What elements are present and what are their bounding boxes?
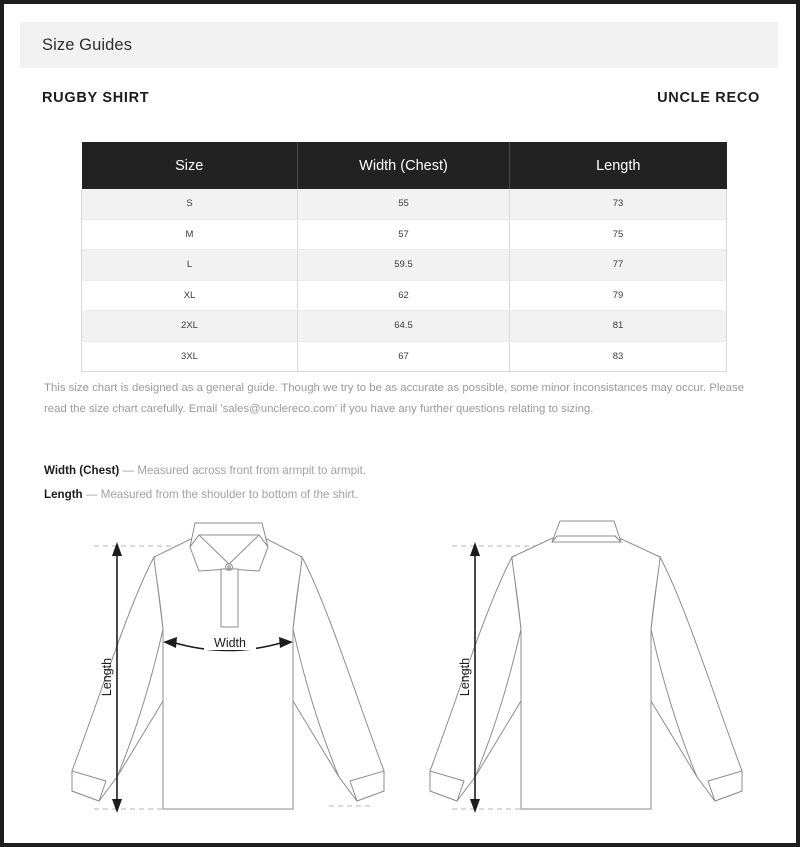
cell-size: L: [82, 250, 298, 281]
measurement-definitions: [44, 459, 744, 507]
column-header-length: Length: [510, 142, 727, 189]
collar: [552, 536, 621, 542]
arrowhead-down: [470, 799, 480, 813]
page-inner: [4, 4, 796, 843]
shirt-body: [512, 536, 660, 809]
table-row: [82, 219, 727, 250]
arrowhead-up: [470, 542, 480, 556]
table-row: [82, 341, 727, 372]
cell-length: 77: [510, 250, 727, 281]
cell-width: 57: [298, 219, 510, 250]
table-head: [82, 142, 727, 189]
cell-size: S: [82, 189, 298, 219]
arrowhead-up: [112, 542, 122, 556]
table-row: [82, 280, 727, 311]
cell-size: XL: [82, 280, 298, 311]
brand-name: UNCLE RECO: [657, 90, 760, 106]
length-label-back: Length: [458, 657, 472, 697]
shirt-front-illustration: [59, 509, 409, 834]
table-header-row: [82, 142, 727, 189]
shirt-diagram-front: [59, 509, 409, 834]
page-header-bar: [20, 22, 778, 68]
cell-width: 62: [298, 280, 510, 311]
definition-length: [44, 483, 744, 507]
cell-width: 64.5: [298, 311, 510, 342]
cell-width: 59.5: [298, 250, 510, 281]
cell-length: 75: [510, 219, 727, 250]
arrowhead-down: [112, 799, 122, 813]
cell-size: M: [82, 219, 298, 250]
width-label: Width: [214, 636, 246, 650]
definition-term-length: Length: [44, 488, 83, 501]
shirt-back-illustration: [414, 509, 769, 834]
cell-width: 67: [298, 341, 510, 372]
definition-dash-length: —: [85, 488, 98, 501]
cell-size: 3XL: [82, 341, 298, 372]
cell-length: 73: [510, 189, 727, 219]
definition-text-length: Measured from the shoulder to bottom of the shirt.: [100, 488, 358, 501]
cell-length: 79: [510, 280, 727, 311]
table-row: [82, 250, 727, 281]
size-chart-table: [81, 142, 727, 372]
table-row: [82, 311, 727, 342]
length-label-front: Length: [100, 657, 114, 697]
disclaimer-text: This size chart is designed as a general guide. Though we try to be as accurate as possible, some minor inconsistances may occur. Please read the size chart carefully. Email 'sales@unclereco.com' if you have any further questions relating to sizing.: [44, 382, 745, 415]
definition-term-width: Width (Chest): [44, 464, 120, 477]
shirt-diagrams: [34, 509, 774, 834]
column-header-size: Size: [82, 142, 298, 189]
shirt-diagram-back: [414, 509, 769, 834]
cell-width: 55: [298, 189, 510, 219]
page-title: Size Guides: [42, 35, 133, 54]
sleeve-right: [293, 557, 384, 801]
definition-dash-width: —: [122, 464, 135, 477]
definition-text-width: Measured across front from armpit to armpit.: [137, 464, 367, 477]
table-body: [82, 189, 727, 372]
definition-width: [44, 459, 744, 483]
product-brand-row: [42, 90, 760, 106]
column-header-width: Width (Chest): [298, 142, 510, 189]
table-row: [82, 189, 727, 219]
product-name: RUGBY SHIRT: [42, 90, 150, 106]
cell-length: 81: [510, 311, 727, 342]
cell-length: 83: [510, 341, 727, 372]
sleeve-right: [651, 557, 742, 801]
placket: [221, 569, 238, 627]
cell-size: 2XL: [82, 311, 298, 342]
